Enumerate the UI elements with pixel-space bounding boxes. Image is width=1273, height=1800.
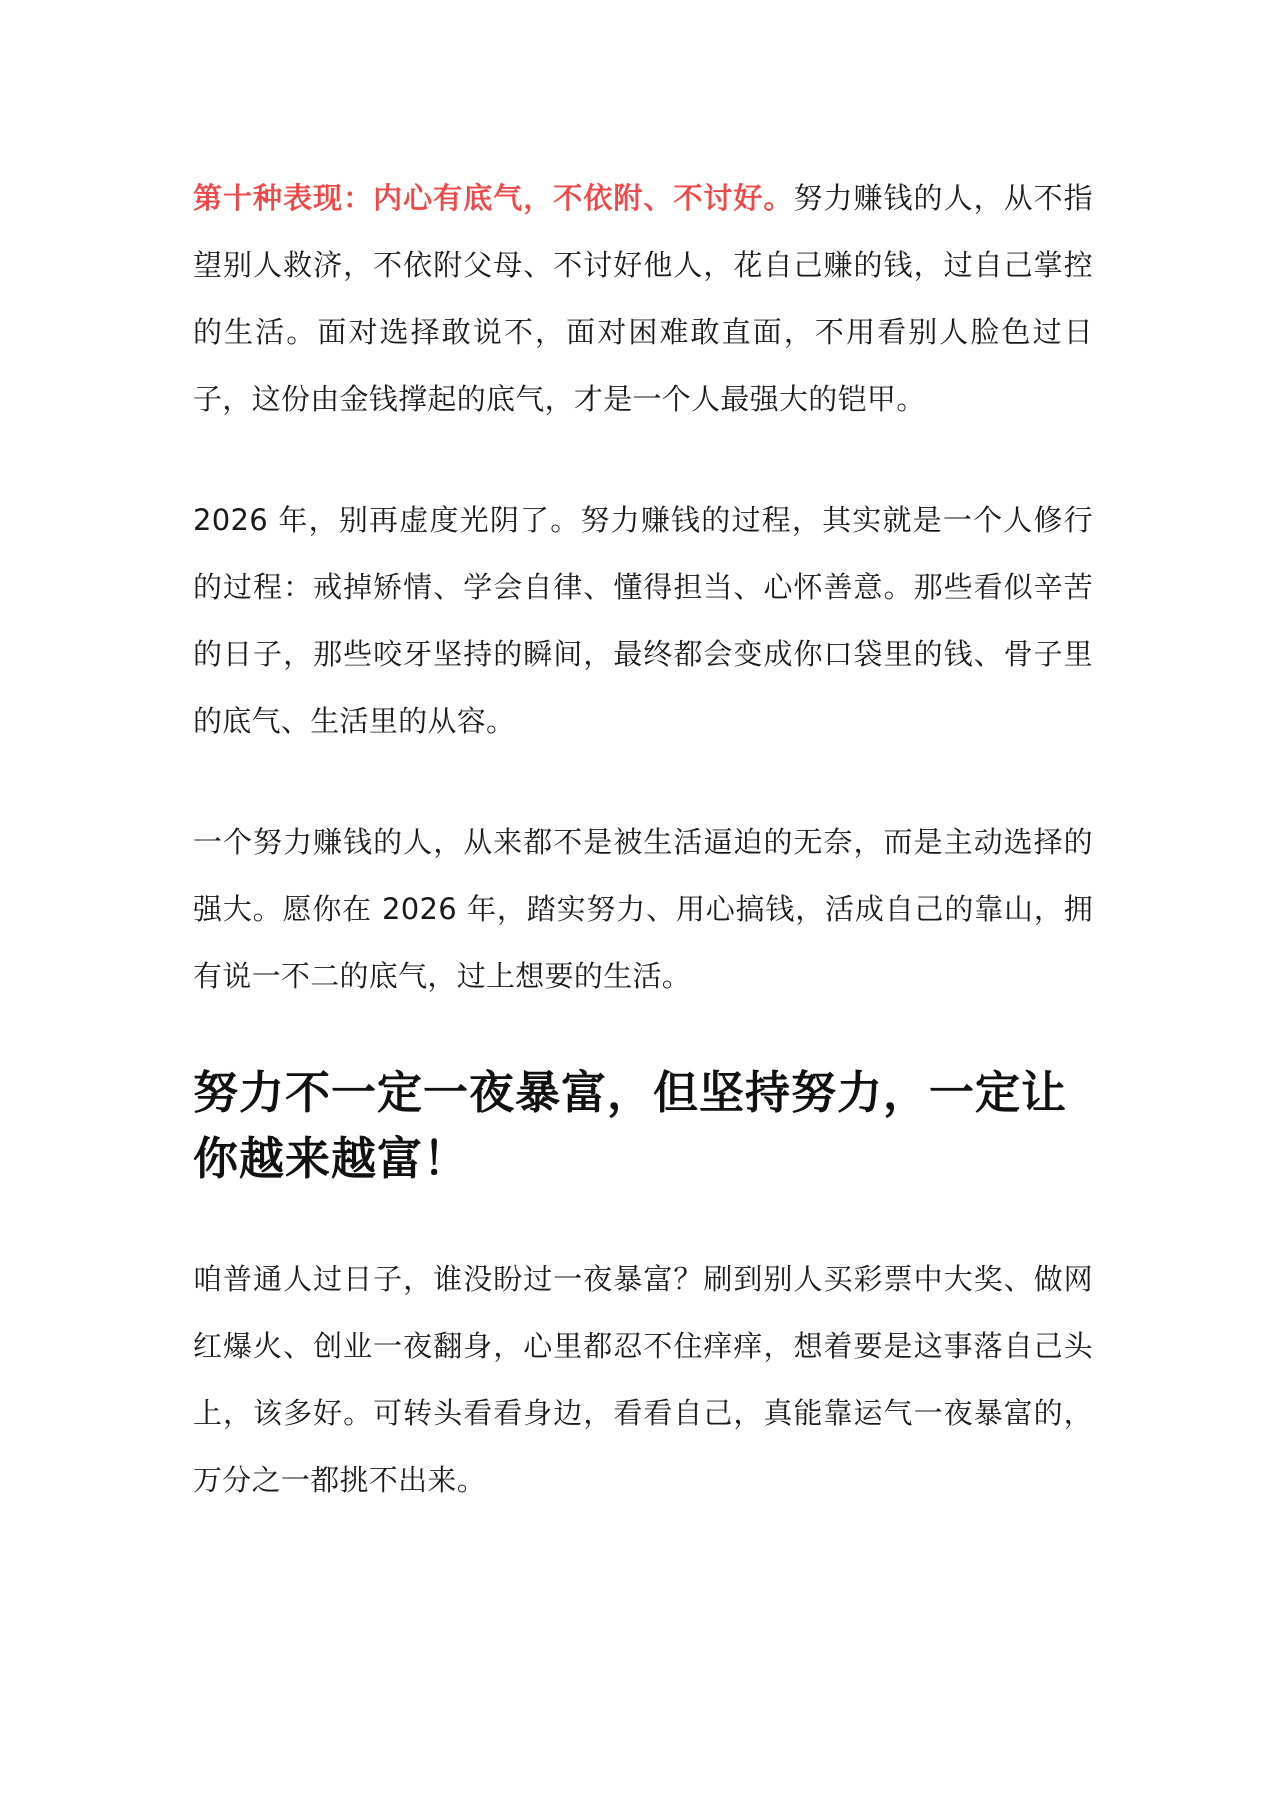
- paragraph-3: 一个努力赚钱的人，从来都不是被生活逼迫的无奈，而是主动选择的强大。愿你在 2026 年，踏实努力、用心搞钱，活成自己的靠山，拥有说一不二的底气，过上想要的生活。: [193, 825, 1093, 993]
- section-heading: 努力不一定一夜暴富，但坚持努力，一定让你越来越富！: [193, 1066, 1068, 1185]
- paragraph-1-body: 努力赚钱的人，从不指望别人救济，不依附父母、不讨好他人，花自己赚的钱，过自己掌控的生活。面对选择敢说不，面对困难敢直面，不用看别人脸色过日子，这份由金钱撑起的底气，才是一个人最强大的铠甲。: [193, 181, 1093, 416]
- paragraph-4: 咱普通人过日子，谁没盼过一夜暴富？刷到别人买彩票中大奖、做网红爆火、创业一夜翻身，心里都忍不住痒痒，想着要是这事落自己头上，该多好。可转头看看身边，看看自己，真能靠运气一夜暴富的，万分之一都挑不出来。: [193, 1262, 1093, 1497]
- highlight-lead: 第十种表现：内心有底气，不依附、不讨好。: [193, 181, 794, 215]
- paragraph-2: 2026 年，别再虚度光阴了。努力赚钱的过程，其实就是一个人修行的过程：戒掉矫情、学会自律、懂得担当、心怀善意。那些看似辛苦的日子，那些咬牙坚持的瞬间，最终都会变成你口袋里的钱、骨子里的底气、生活里的从容。: [193, 503, 1093, 738]
- article-body: [193, 165, 1093, 1514]
- paragraph-1: [193, 165, 1093, 433]
